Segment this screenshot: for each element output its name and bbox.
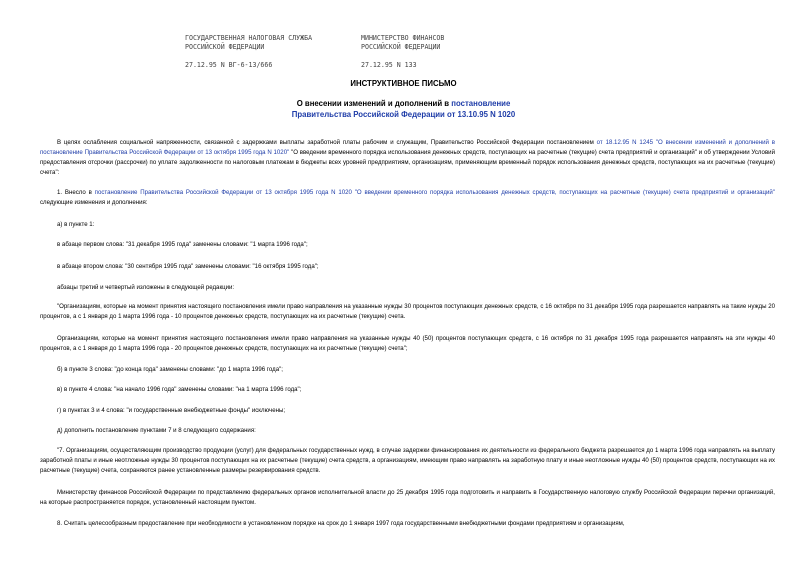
line-a-1: в абзаце первом слова: "31 декабря 1995 года" заменены словами: "1 марта 1996 года";: [57, 241, 308, 248]
header-left-line2: РОССИЙСКОЙ ФЕДЕРАЦИИ: [185, 43, 265, 51]
paragraph-1: [40, 188, 775, 208]
point-8: 8. Считать целесообразным предоставление при необходимости в установленном порядке на срок до 1 января 1997 года государственными внебюджетными фондами предприятиям и организациям,: [57, 520, 625, 527]
ministry-paragraph: Министерству финансов Российской Федерации по представлению федеральных органов исполнительной власти до 25 декабря 1995 года подготовить и направить в Государственную налоговую службу Российской Федерации перечни организаций, на которые распространяется порядок, установленный настоящим пунктом.: [40, 489, 775, 506]
line-v: в) в пункте 4 слова: "на начало 1996 года" заменены словами: "на 1 марта 1996 года";: [57, 386, 302, 393]
header-right-ref: 27.12.95 N 133: [361, 61, 417, 69]
subtitle-link-government[interactable]: Правительства Российской Федерации от 13.10.95 N 1020: [291, 110, 516, 119]
p1-text-b: следующие изменения и дополнения:: [40, 199, 148, 206]
point-7: "7. Организациям, осуществляющим производство продукции (услуг) для федеральных государственных нужд, в случае задержки финансирования их деятельности из федерального бюджета разрешается до 1 марта 1996 года направлять на выплату заработной платы и иные неотложные нужды 30 процентов поступающих на их расчетные (текущие) счета средств, а организациям, имеющим право направлять на заработную плату и иные неотложные нужды 40 (50) процентов средств, поступающих на их расчетные (текущие) счета, сохраняются ранее установленные размеры резервирования средств.: [40, 447, 775, 474]
intro-text-b: "О введении временного порядка использования денежных средств, поступающих на расчетные (текущие) счета предприятий и организаций" и об утверждении Условий предоставления отсрочки (рассрочки) по уплате задолженности по налоговым платежам в бюджеты всех уровней предприятиям, организациям, применяющим временный порядок использования денежных средств, поступающих на их расчетные (текущие) счета":: [40, 149, 775, 176]
header-left-ref: 27.12.95 N ВГ-6-13/666: [185, 61, 273, 69]
line-a-3: абзацы третий и четвертый изложены в следующей редакции:: [57, 284, 235, 291]
line-d: д) дополнить постановление пунктами 7 и 8 следующего содержания:: [57, 427, 256, 434]
p1-text-a: 1. Внесло в: [57, 189, 95, 196]
p1-link[interactable]: постановление Правительства Российской Федерации от 13 октября 1995 года N 1020 "О введении временного порядка использования денежных средств, поступающих на расчетные (текущие) счета предприятий и организаций": [94, 189, 775, 196]
header-right-line1: МИНИСТЕРСТВО ФИНАНСОВ: [361, 34, 445, 42]
line-a-2: в абзаце втором слова: "30 сентября 1995 года" заменены словами: "16 октября 1995 года";: [57, 263, 319, 270]
document-subtitle: [0, 98, 807, 120]
line-b: б) в пункте 3 слова: "до конца года" заменены словами: "до 1 марта 1996 года";: [57, 366, 283, 373]
intro-text-a: В целях ослабления социальной напряженности, связанной с задержками выплаты заработной платы рабочим и служащим, Правительство Российской Федерации постановлением: [57, 139, 597, 146]
line-a: а) в пункте 1:: [57, 221, 95, 228]
subtitle-link-resolution[interactable]: постановление: [451, 99, 511, 108]
quote-2: Организациям, которые на момент принятия настоящего постановления имели право направления на указанные нужды 40 (50) процентов поступающих средств, с 16 октября по 31 декабря 1995 года разрешается направлять на эти нужды 40 процентов, а с 1 января до 1 марта 1996 года - 20 процентов денежных средств, поступающих на их расчетные (текущие) счета";: [40, 335, 775, 352]
line-g: г) в пунктах 3 и 4 слова: "и государственные внебюджетные фонды" исключены;: [57, 407, 286, 414]
subtitle-prefix: О внесении изменений и дополнений в: [296, 99, 452, 108]
document-title: ИНСТРУКТИВНОЕ ПИСЬМО: [350, 79, 457, 88]
paragraph-intro: [40, 138, 775, 178]
quote-1: "Организациям, которые на момент принятия настоящего постановления имели право направления на указанные нужды 30 процентов поступающих денежных средств, с 16 октября по 31 декабря 1995 года разрешается направлять на такие нужды 20 процентов, а с 1 января до 1 марта 1996 года - 10 процентов денежных средств, поступающих на их расчетные (текущие) счета.: [40, 303, 775, 320]
intro-link[interactable]: от 18.12.95 N 1245 "О внесении изменений и дополнений в постановление Правительства Российской Федерации от 13 октября 1995 года N 1020": [40, 139, 776, 156]
header-right-line2: РОССИЙСКОЙ ФЕДЕРАЦИИ: [361, 43, 441, 51]
header-left-line1: ГОСУДАРСТВЕННАЯ НАЛОГОВАЯ СЛУЖБА: [185, 34, 313, 42]
